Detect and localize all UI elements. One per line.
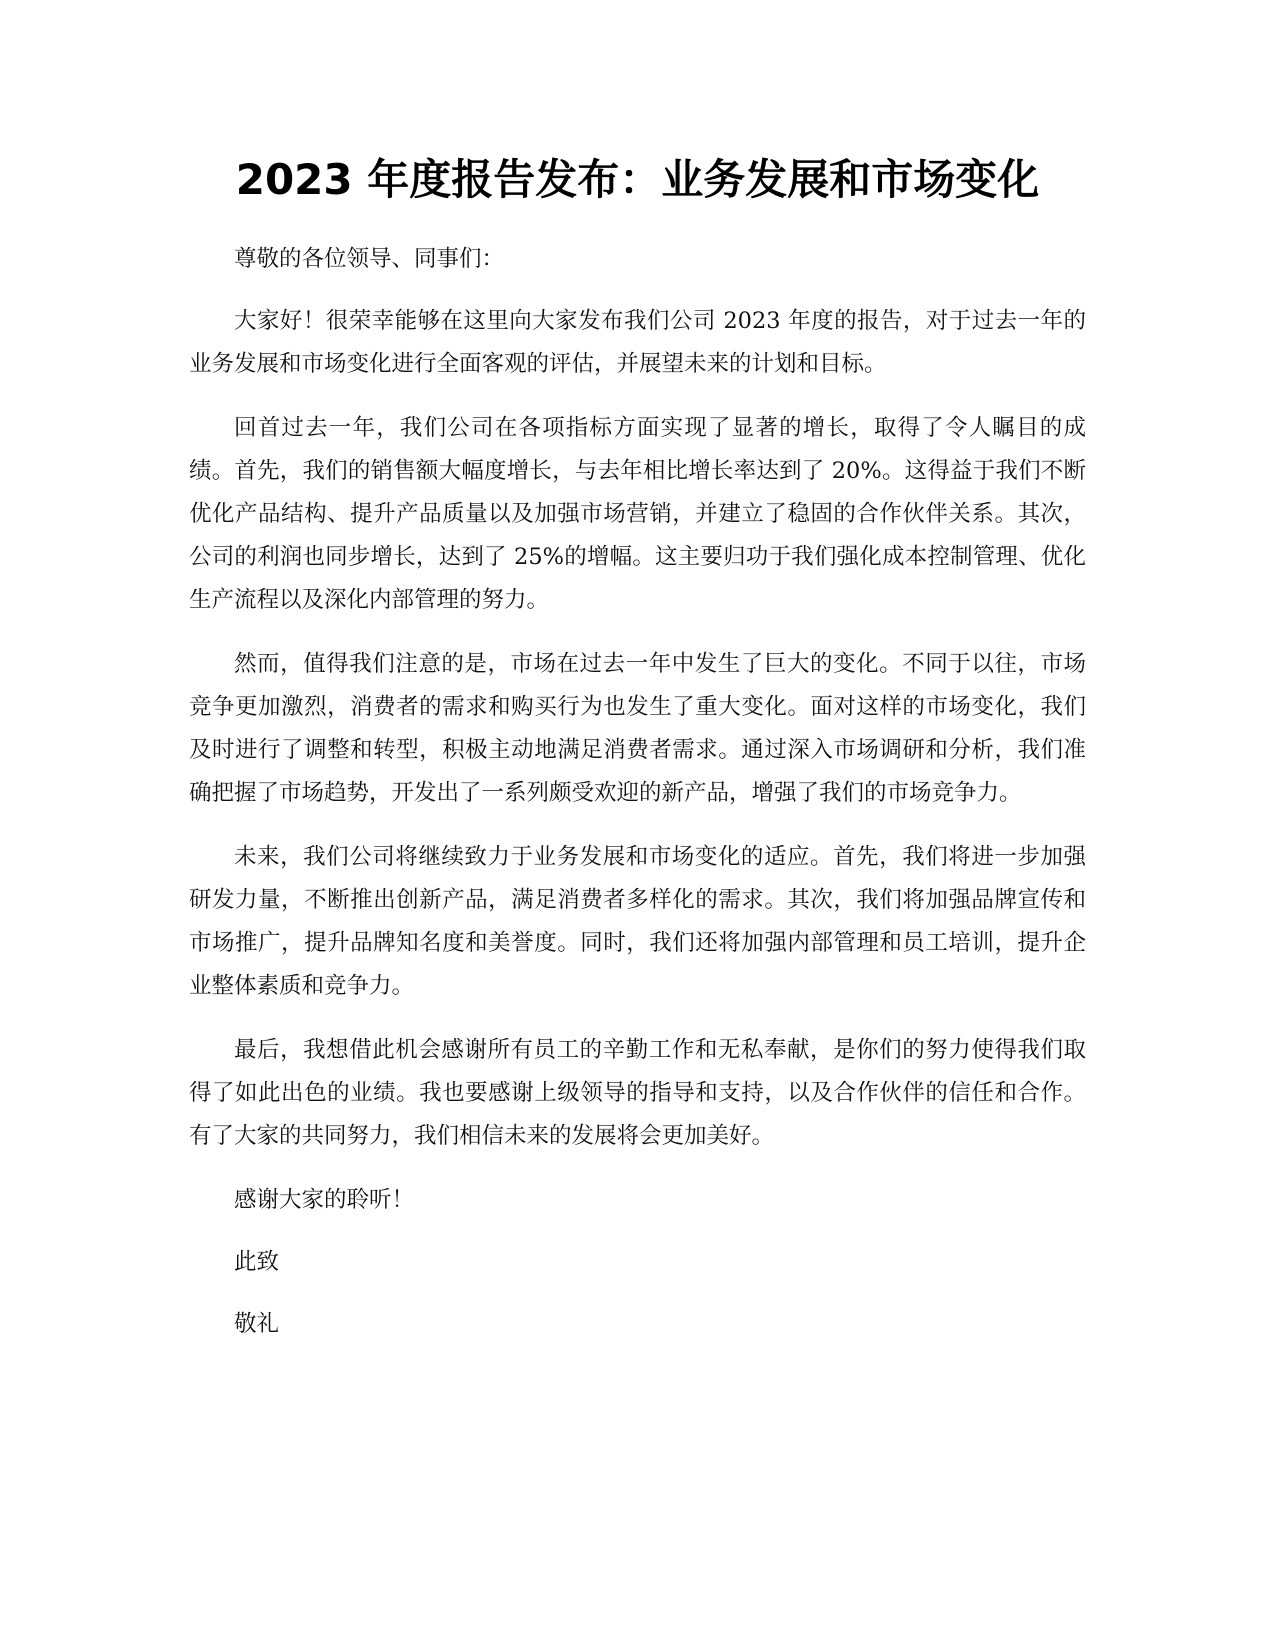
closing-thanks: 感谢大家的聆听！ [234, 1187, 415, 1213]
paragraph-future: 未来，我们公司将继续致力于业务发展和市场变化的适应。首先，我们将进一步加强研发力量，不断推出创新产品，满足消费者多样化的需求。其次，我们将加强品牌宣传和市场推广，提升品牌知名度和美誉度。同时，我们还将加强内部管理和员工培训，提升企业整体素质和竞争力。 [189, 844, 1086, 999]
closing-jingli: 敬礼 [234, 1311, 280, 1337]
document-page [189, 150, 1086, 1365]
paragraph-thanks: 最后，我想借此机会感谢所有员工的辛勤工作和无私奉献，是你们的努力使得我们取得了如此出色的业绩。我也要感谢上级领导的指导和支持，以及合作伙伴的信任和合作。有了大家的共同努力，我们相信未来的发展将会更加美好。 [189, 1037, 1086, 1149]
closing-cizhi: 此致 [234, 1249, 280, 1275]
paragraph-greeting: 大家好！很荣幸能够在这里向大家发布我们公司 2023 年度的报告，对于过去一年的业务发展和市场变化进行全面客观的评估，并展望未来的计划和目标。 [189, 308, 1086, 377]
paragraph-market-change: 然而，值得我们注意的是，市场在过去一年中发生了巨大的变化。不同于以往，市场竞争更加激烈，消费者的需求和购买行为也发生了重大变化。面对这样的市场变化，我们及时进行了调整和转型，积极主动地满足消费者需求。通过深入市场调研和分析，我们准确把握了市场趋势，开发出了一系列颇受欢迎的新产品，增强了我们的市场竞争力。 [189, 651, 1086, 806]
paragraph-review: 回首过去一年，我们公司在各项指标方面实现了显著的增长，取得了令人瞩目的成绩。首先，我们的销售额大幅度增长，与去年相比增长率达到了 20%。这得益于我们不断优化产品结构、提升产品质量以及加强市场营销，并建立了稳固的合作伙伴关系。其次，公司的利润也同步增长，达到了 25%的增幅。这主要归功于我们强化成本控制管理、优化生产流程以及深化内部管理的努力。 [189, 415, 1086, 613]
salutation: 尊敬的各位领导、同事们： [234, 246, 505, 272]
document-title: 2023 年度报告发布：业务发展和市场变化 [235, 155, 1040, 204]
